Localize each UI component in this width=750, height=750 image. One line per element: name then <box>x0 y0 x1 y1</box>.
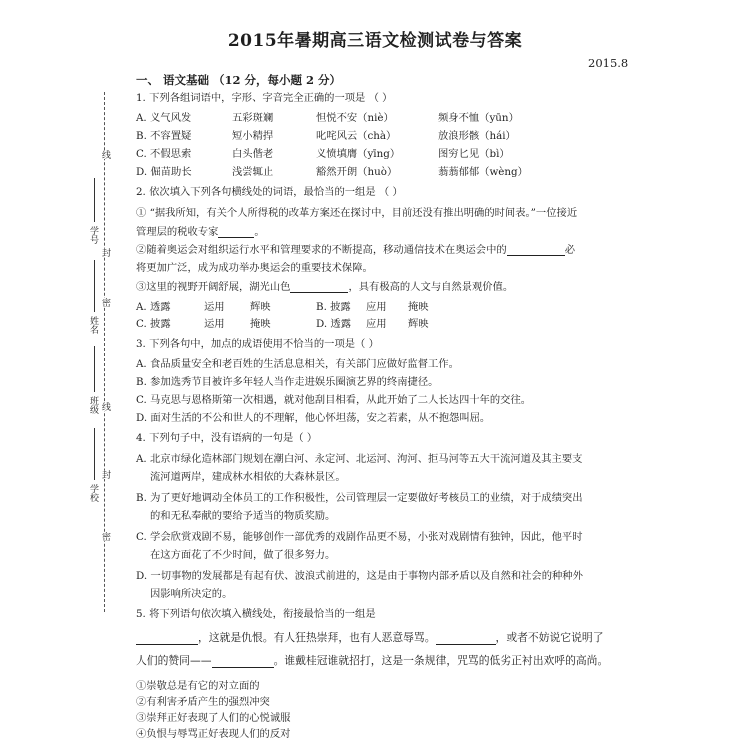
q2-sentence-2: ②随着奥运会对组织运行水平和管理要求的不断提高，移动通信技术在奥运会中的 必 <box>136 244 575 256</box>
question-3-stem: 3. 下列各句中，加点的成语使用不恰当的一项是（ ） <box>136 338 379 350</box>
q2-option: 辉映 <box>250 301 271 313</box>
q2-option: B. 披露 <box>316 301 351 313</box>
q2-sentence-2-cont: 将更加广泛，成为成功举办奥运会的重要技术保障。 <box>136 262 373 274</box>
q1-option: 短小精捍 <box>232 130 274 142</box>
q5-item: ④负恨与辱骂正好表现人们的反对 <box>136 728 291 740</box>
answer-blank[interactable] <box>218 237 254 238</box>
q5-item: ③崇拜正好表现了人们的心悦诚服 <box>136 712 291 724</box>
q2-option: 掩映 <box>250 318 271 330</box>
student-id-field <box>94 178 95 222</box>
q2-option: A. 透露 <box>136 301 171 313</box>
q1-option: B. 不容置疑 <box>136 130 192 142</box>
answer-blank[interactable] <box>136 644 198 645</box>
q2-option: 掩映 <box>408 301 429 313</box>
question-2-stem: 2. 依次填入下列各句横线处的词语，最恰当的一组是 （ ） <box>136 186 403 198</box>
q1-option: 图穷匕见（bì） <box>438 148 510 160</box>
q1-option: 怛悦不安（niè） <box>316 112 394 124</box>
q1-option: 白头偕老 <box>232 148 274 160</box>
binding-mark: 线 <box>100 150 110 159</box>
q1-option: 频身不恤（yūn） <box>438 112 519 124</box>
q4-option-b: B. 为了更好地调动全体员工的工作积极性，公司管理层一定要做好考核员工的业绩，对于成绩突出 <box>136 492 583 504</box>
page-title: 2015年暑期高三语文检测试卷与答案 <box>227 31 523 51</box>
q2-option: 应用 <box>366 318 387 330</box>
q2-option: C. 披露 <box>136 318 171 330</box>
q4-option-d-cont: 因影响所决定的。 <box>150 588 233 600</box>
q2-sentence-1: ① “据我所知，有关个人所得税的改革方案还在探讨中，目前还没有推出明确的时间表。”一位接近 <box>136 207 578 219</box>
q5-passage-line-1: ，这就是仇恨。有人狂热崇拜，也有人恶意辱骂。 ，或者不妨说它说明了 <box>136 632 604 645</box>
answer-blank[interactable] <box>290 292 348 293</box>
binding-mark: 密 <box>100 298 110 307</box>
question-5-stem: 5. 将下列语句依次填入横线处，衔接最恰当的一组是 <box>136 608 376 620</box>
school-field <box>94 428 95 480</box>
q2-sentence-3: ③这里的视野开阔舒展，湖光山色 ，具有极高的人文与自然景观价值。 <box>136 281 514 293</box>
q1-option: C. 不假思索 <box>136 148 192 160</box>
q4-option-b-cont: 的和无私奉献的要给予适当的物质奖励。 <box>150 510 336 522</box>
exam-date: 2015.8 <box>588 56 629 70</box>
q4-option-c-cont: 在这方面花了不少时间，做了很多努力。 <box>150 549 336 561</box>
binding-label-class: 班级 <box>88 396 98 414</box>
binding-label-name: 姓名 <box>88 316 98 334</box>
q2-sentence-1-cont: 管理层的税收专家 。 <box>136 226 265 238</box>
q4-option-a: A. 北京市绿化造林部门规划在潮白河、永定河、北运河、泃河、拒马河等五大干流河道及其主要支 <box>136 453 583 465</box>
q1-option: 豁然开朗（huò） <box>316 166 398 178</box>
name-field <box>94 260 95 312</box>
q1-option: 五彩斑斓 <box>232 112 274 124</box>
binding-label-school: 学校 <box>88 484 98 502</box>
q1-option: 放浪形骸（hái） <box>438 130 516 142</box>
q1-option: 叱咤风云（chà） <box>316 130 397 142</box>
binding-label-student-id: 学号 <box>88 226 98 244</box>
q1-option: D. 倔苗助长 <box>136 166 192 178</box>
binding-mark: 线 <box>100 402 110 411</box>
answer-blank[interactable] <box>507 255 565 256</box>
q5-item: ①崇敬总是有它的对立面的 <box>136 680 260 692</box>
answer-blank[interactable] <box>436 644 496 645</box>
q3-option-d: D. 面对生活的不公和世人的不理解，他心怀坦荡，安之若素，从不抱怨叫屈。 <box>136 412 491 424</box>
q4-option-d: D. 一切事物的发展都是有起有伏、波浪式前进的，这是由于事物内部矛盾以及自然和社会的种种外 <box>136 570 583 582</box>
q2-option: 运用 <box>204 301 225 313</box>
q1-option: A. 义气风发 <box>136 112 192 124</box>
q5-passage-line-2: 人们的赞同—— 。谁戴桂冠谁就招打，这是一条规律，咒骂的低劣正衬出欢呼的高尚。 <box>136 654 609 667</box>
q3-option-b: B. 参加选秀节目被许多年轻人当作走进娱乐圈演艺界的终南捷径。 <box>136 376 439 388</box>
q4-option-a-cont: 流河道两岸，建成林水相依的大森林景区。 <box>150 471 346 483</box>
q2-option: 辉映 <box>408 318 429 330</box>
binding-mark: 密 <box>100 532 110 541</box>
binding-mark: 封 <box>100 248 110 257</box>
q2-option: D. 透露 <box>316 318 352 330</box>
section-heading: 一、 语文基础 （12 分，每小题 2 分） <box>136 73 342 87</box>
q2-option: 应用 <box>366 301 387 313</box>
binding-mark: 封 <box>100 470 110 479</box>
q1-option: 义愤填膺（yīng） <box>316 148 401 160</box>
q2-option: 运用 <box>204 318 225 330</box>
class-field <box>94 346 95 392</box>
question-1-stem: 1. 下列各组词语中，字形、字音完全正确的一项是 （ ） <box>136 92 393 104</box>
q3-option-c: C. 马克思与恩格斯第一次相遇，就对他刮目相看，从此开始了二人长达四十年的交往。 <box>136 394 532 406</box>
q4-option-c: C. 学会欣赏戏剧不易，能够创作一部优秀的戏剧作品更不易，小张对戏剧情有独钟，因此，他平时 <box>136 531 583 543</box>
answer-blank[interactable] <box>212 667 274 668</box>
q5-item: ②有利害矛盾产生的强烈冲突 <box>136 696 270 708</box>
question-4-stem: 4. 下列句子中，没有语病的一句是（ ） <box>136 432 318 444</box>
q1-option: 浅尝辄止 <box>232 166 274 178</box>
q1-option: 蓊蓊郁郁（wèng） <box>438 166 528 178</box>
q3-option-a: A. 食品质量安全和老百姓的生活息息相关，有关部门应做好监督工作。 <box>136 358 459 370</box>
